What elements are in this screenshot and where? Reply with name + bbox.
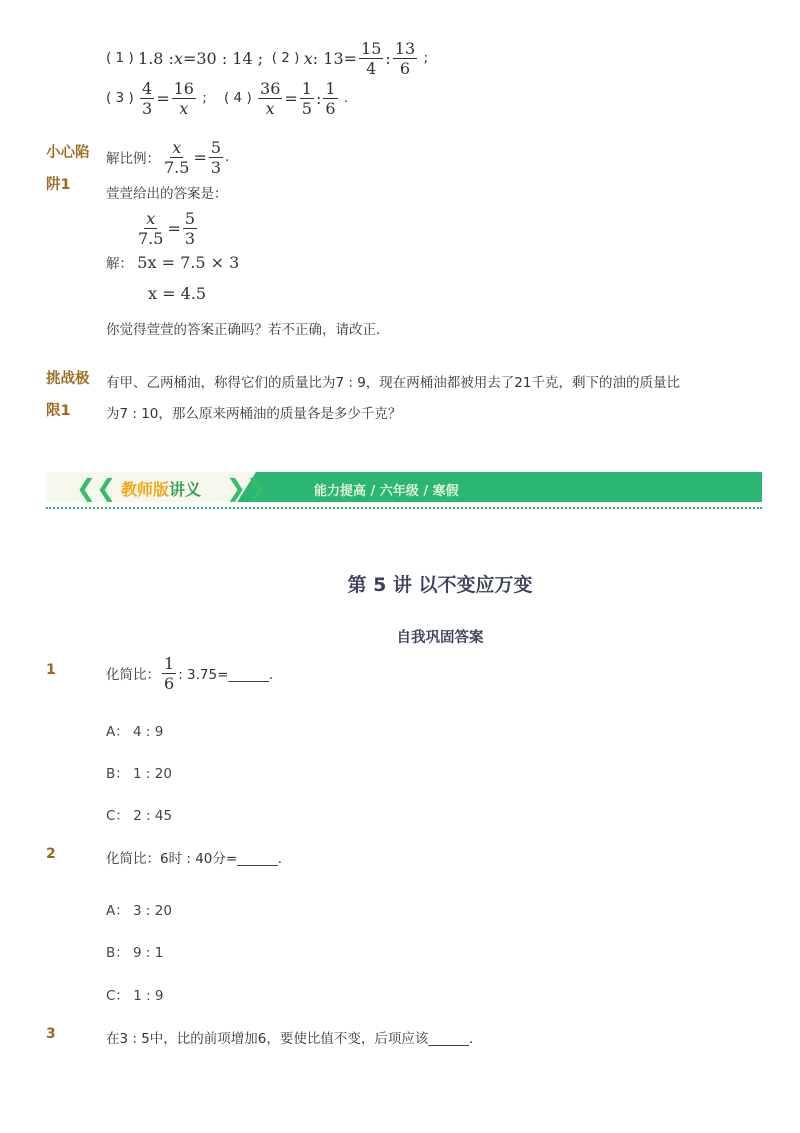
question-2-option-a[interactable]: A： 3 : 20 [106,903,172,919]
question-3-text: 在3 : 5中，比的前项增加6，要使比值不变，后项应该______． [106,1031,483,1047]
trap-given-text: 萱萱给出的答案是： [106,186,228,202]
problem-4-label: ( 4 ) [224,90,252,106]
question-1-option-b[interactable]: B： 1 : 20 [106,766,172,782]
banner-dotted-divider [46,507,762,509]
question-1-option-c[interactable]: C： 2 : 45 [106,808,173,824]
lecture-title: 第 5 讲 以不变应万变 [347,574,533,596]
problem-4-fraction-3: $\frac{1}{6}$ [325,78,336,118]
problem-1-var: x [173,48,183,68]
chevron-left-icon: ❮❮ [76,474,117,502]
trap-given-equation [134,206,199,250]
problem-1-label: ( 1 ) [106,50,134,66]
banner-subtitle: 能力提高 / 六年级 / 寒假 [314,484,459,499]
problem-3-fraction-2: $\frac{16}{x}$ [173,78,194,118]
given-fraction-right: $\frac{5}{3}$ [184,208,196,248]
question-2-number: 2 [46,846,56,862]
trap-intro-line [106,134,229,180]
problem-2-colon: : [385,48,391,68]
problem-2-label: ( 2 ) [271,50,300,66]
trap-intro: 解比例： [106,151,160,167]
trap-fraction-right: $\frac{5}{3}$ [210,137,222,177]
challenge-tag: 挑战极 限1 [46,371,90,419]
question-3-number: 3 [46,1026,56,1042]
given-fraction-left: $\frac{x}{7.5}$ [138,208,164,248]
problem-2-fraction-2: $\frac{13}{6}$ [394,38,416,78]
problem-3-end: ; [202,90,207,106]
question-1-text: 化简比： $\frac{1}{6}$ : 3.75=______． [106,653,283,693]
question-2-option-c[interactable]: C： 1 : 9 [106,988,164,1004]
problem-2-mid: : 13= [312,48,358,68]
question-1-fraction: $\frac{1}{6}$ [164,653,175,693]
trap-solution-step-2: x = 4.5 [148,284,207,303]
problem-3-label: ( 3 ) [106,90,134,106]
lecture-subtitle: 自我巩固答案 [396,630,484,646]
problem-4-colon: : [315,88,322,108]
trap-intro-end: . [225,149,230,165]
lecture-banner [46,472,762,502]
problem-4-eq: = [284,88,298,108]
banner-title: 教师版讲义 [121,480,202,499]
problem-4-fraction-1: $\frac{36}{x}$ [260,78,281,118]
challenge-line-1: 有甲、乙两桶油，称得它们的质量比为7 : 9，现在两桶油都被用去了21千克，剩下的油的质量比 [106,375,680,391]
problem-3-eq: = [156,88,170,108]
given-eq: = [167,218,181,238]
problem-1-lhs: 1.8 : [138,48,174,68]
solution-label: 解： [106,256,133,272]
problem-row-3-4 [106,76,348,120]
trap-fraction-left: $\frac{x}{7.5}$ [164,137,190,177]
question-2-option-b[interactable]: B： 9 : 1 [106,945,164,961]
trap-question: 你觉得萱萱的答案正确吗？若不正确，请改正． [106,322,390,338]
problem-4-fraction-2: $\frac{1}{5}$ [301,78,312,118]
challenge-line-2: 为7 : 10，那么原来两桶油的质量各是多少千克？ [106,406,402,422]
problem-2-end: ; [423,50,428,66]
problem-2-var: x [303,48,313,68]
problem-4-end: . [343,90,349,106]
problem-1-rhs: =30 : 14 ; [182,48,264,68]
question-1-number: 1 [46,662,56,678]
solution-step-1-text: 5x = 7.5 × 3 [137,252,240,272]
trap-eq: = [193,147,207,167]
question-1-option-a[interactable]: A： 4 : 9 [106,724,164,740]
problem-2-fraction-1: $\frac{15}{4}$ [361,38,382,78]
chevron-right-icon: ❯❯ [226,474,267,502]
problem-row-1-2 [106,36,428,80]
problem-3-fraction-1: $\frac{4}{3}$ [142,78,153,118]
trap-solution-step-1 [106,252,239,272]
question-2-text: 化简比：6时 : 40分=______． [106,851,292,867]
trap-tag: 小心陷 阱1 [46,145,90,193]
